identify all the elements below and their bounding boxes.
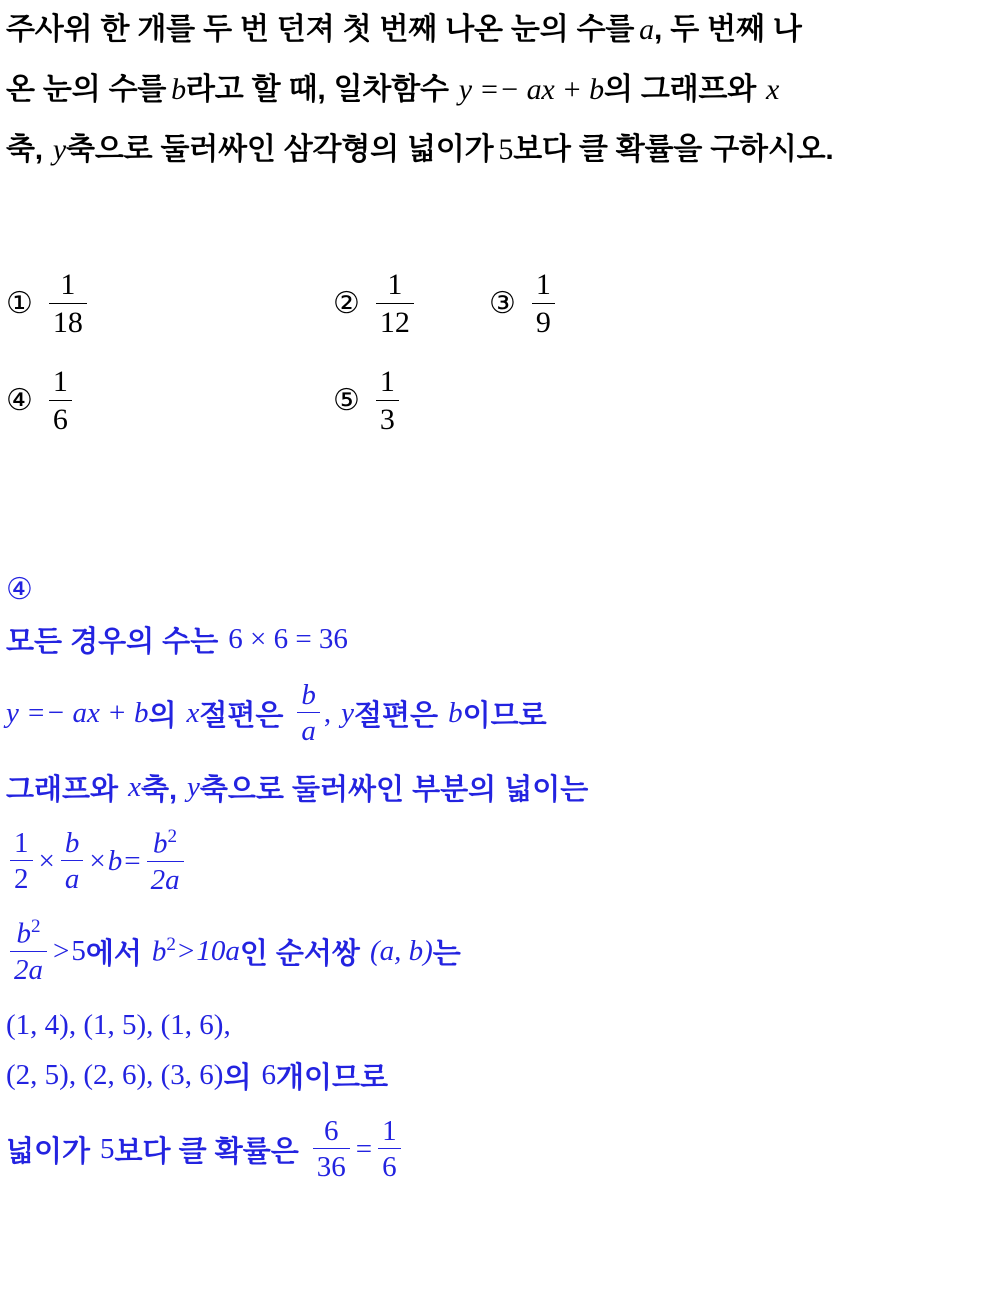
variable-b: b [171,73,186,106]
choice-fraction-3 [532,268,555,339]
inequality-num [10,916,47,952]
choice-5-denominator: 3 [379,402,395,436]
pairs-row-1: (1, 4), (1, 5), (1, 6), [6,1008,231,1041]
pairs-count: 6 [261,1058,276,1091]
question-text-1a: 주사위 한 개를 두 번 던져 첫 번째 나온 눈의 수를 [6,13,635,46]
choice-fraction-2 [376,268,414,339]
choice-option-1[interactable] [6,268,91,339]
choice-marker-5: ⑤ [333,383,360,419]
question-line-2 [6,60,991,120]
probability-fraction-reduced [378,1115,401,1184]
question-text-3b: 축으로 둘러싸인 삼각형의 넓이가 [66,133,494,166]
choice-marker-1: ① [6,286,33,322]
probability-raw-num: 6 [313,1115,350,1149]
variable-x: x [765,73,780,106]
choice-option-4[interactable] [6,365,76,436]
area-op-1: × [38,844,55,877]
choice-row-2 [6,365,991,462]
pairs-row-2: (2, 5), (2, 6), (3, 6) [6,1058,224,1091]
question-text-3a: 축, [6,133,43,166]
solution-l3-x: x [128,770,141,803]
area-result-num-exp: 2 [167,825,178,847]
area-op-2: × [89,844,106,877]
area-equals: = [124,844,141,877]
solution-l5-t1: 에서 [85,937,142,970]
solution-l5-t2: 인 순서쌍 [239,937,360,970]
choice-3-denominator: 9 [535,305,551,339]
inequality-num-exp: 2 [30,915,41,937]
solution-l3-t3: 축으로 둘러싸인 부분의 넓이는 [199,773,589,806]
question-text-3c: 보다 클 확률을 구하시오. [513,133,834,166]
solution-line-1 [6,618,991,660]
solution-l3-t1: 그래프와 [6,773,119,806]
solution-line-5-inequality [6,914,991,988]
choice-fraction-4 [49,365,72,436]
x-intercept-denominator: a [301,715,316,747]
choice-4-denominator: 6 [52,402,68,436]
solution-y-intercept: b [448,696,463,729]
area-result-num-base: b [153,827,168,860]
b-squared-exp: 2 [166,933,176,955]
choice-4-numerator: 1 [49,365,72,401]
choice-3-numerator: 1 [532,268,555,304]
choice-option-2[interactable] [333,268,418,339]
solution-line-7-pairs-2 [6,1054,991,1096]
solution-l7-t2: 개이므로 [275,1061,389,1094]
choice-marker-3: ③ [489,286,516,322]
choice-option-3[interactable] [489,268,559,339]
inequality-left-fraction [10,916,47,987]
probability-fraction-raw [313,1115,350,1184]
inequality-gt-1: > [53,934,70,967]
inequality-den: 2a [14,953,43,986]
question-block [6,0,991,180]
half-numerator: 1 [10,827,33,861]
solution-total-cases-label: 모든 경우의 수는 [6,625,219,658]
question-text-2b: 라고 할 때, 일차함수 [185,73,449,106]
solution-l3-y: y [187,770,200,803]
area-height: b [107,844,123,877]
solution-l2-x: x [186,696,200,729]
area-half-fraction [10,827,33,896]
question-text-2a: 온 눈의 수를 [6,73,167,106]
solution-l5-t3: 는 [432,937,461,970]
solution-l3-t2: 축, [140,773,178,806]
solution-total-cases-expr: 6 × 6 = 36 [228,622,348,655]
variable-y: y [52,133,67,166]
probability-reduced-den: 6 [382,1151,397,1183]
solution-answer-line [6,568,991,610]
b-squared-base: b [151,935,167,968]
solution-l2-t3: , [323,696,332,729]
solution-line-2 [6,676,991,750]
solution-block [6,568,991,1202]
solution-l8-t2: 보다 클 확률은 [114,1135,299,1168]
base-denominator: a [64,863,80,895]
x-intercept-numerator: b [297,679,320,713]
inequality-five: 5 [71,934,86,967]
choice-2-denominator: 12 [379,305,410,339]
choice-option-5[interactable] [333,365,403,436]
solution-line-3 [6,766,991,808]
choice-fraction-1 [49,268,87,339]
question-line-3 [6,120,991,180]
choice-marker-4: ④ [6,383,33,419]
area-base-fraction [61,827,84,896]
solution-x-intercept-fraction [297,679,320,748]
solution-l2-t2: 절편은 [199,699,284,732]
solution-l2-t5: 이므로 [462,699,547,732]
solution-equation: y =− ax + b [6,696,149,729]
solution-l2-y: y [341,696,355,729]
inequality-ten-a: 10a [196,934,240,967]
ordered-pair-notation: (a, b) [369,934,433,967]
choice-list [6,268,991,462]
choice-row-1 [6,268,991,365]
area-result-fraction [147,826,184,897]
choice-1-denominator: 18 [52,305,83,339]
answer-marker: ④ [6,571,33,607]
choice-5-numerator: 1 [376,365,399,401]
solution-l2-t1: 의 [148,699,177,732]
solution-l8-t1: 넓이가 [6,1135,91,1168]
area-result-denominator: 2a [150,863,180,896]
solution-l7-t1: 의 [223,1061,252,1094]
linear-function-equation: y =− ax + b [458,73,604,106]
choice-1-numerator: 1 [49,268,87,304]
solution-line-6-pairs-1 [6,1004,991,1046]
question-text-1b: , 두 번째 나 [653,13,802,46]
solution-line-4-area-formula [6,824,991,898]
base-numerator: b [61,827,84,861]
choice-2-numerator: 1 [376,268,414,304]
inequality-gt-2: > [177,934,195,967]
threshold-value: 5 [498,133,514,166]
variable-a: a [639,13,654,46]
question-text-2c: 의 그래프와 [603,73,756,106]
choice-fraction-5 [376,365,399,436]
choice-marker-2: ② [333,286,360,322]
probability-equals: = [355,1132,373,1165]
solution-l8-five: 5 [100,1132,115,1165]
solution-l2-t4: 절편은 [354,699,439,732]
half-denominator: 2 [14,863,29,895]
question-line-1 [6,0,991,60]
solution-line-8-probability [6,1112,991,1186]
probability-reduced-num: 1 [378,1115,401,1149]
inequality-num-base: b [16,917,31,950]
area-result-numerator [147,826,184,862]
inequality-b-squared [152,934,176,969]
probability-raw-den: 36 [316,1151,346,1183]
